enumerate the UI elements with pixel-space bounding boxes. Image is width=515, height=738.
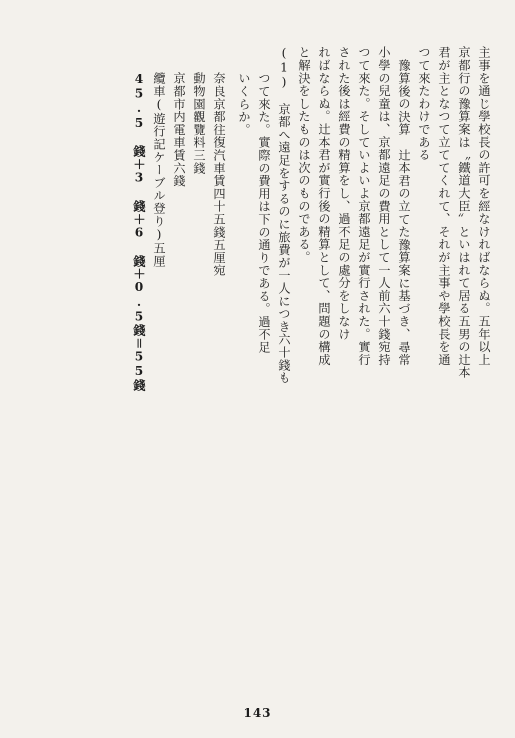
text-column: 纜車(遊行記ケーブル登り)五厘 xyxy=(152,72,166,268)
text-column: 豫算後の決算 辻本君の立てた豫算案に基づき、尋常 xyxy=(397,59,411,367)
text-column: つて來た。實際の費用は下の通りである。過不足 xyxy=(257,72,271,354)
page-number: 143 xyxy=(243,706,272,720)
text-column: 主事を通じ學校長の許可を經なければならぬ。五年以上 xyxy=(477,46,491,366)
text-column: つて來たわけである xyxy=(417,46,431,162)
text-column: 小學の兒童は、京都遠足の費用として一人前六十錢宛持 xyxy=(377,46,391,366)
text-column: いくらか。 xyxy=(237,72,251,136)
text-column: (1) 京都へ遠足をするのに旅費が一人につき六十錢も xyxy=(277,46,291,385)
formula-column: 45.5 錢＋3 錢＋6 錢＋0.5錢＝55錢 xyxy=(132,72,146,392)
text-column: 君が主となつて立ててくれて、それが主事や學校長を通 xyxy=(437,46,451,366)
text-column: ればならぬ。辻本君が實行後の精算として、問題の構成 xyxy=(317,46,331,366)
text-column: 京都行の豫算案は〝鐵道大臣〟といはれて居る五男の辻本 xyxy=(457,46,471,379)
text-column: 動物園觀覽料三錢 xyxy=(192,72,206,175)
text-column: 京都市内電車賃六錢 xyxy=(172,72,186,188)
text-column: と解決をしたものは次のものである。 xyxy=(297,46,311,264)
text-column: つて來た。そしていよいよ京都遠足が實行された。實行 xyxy=(357,46,371,366)
text-column: された後は經費の精算をし、過不足の處分をしなけ xyxy=(337,46,351,341)
text-column: 奈良京都往復汽車賃四十五錢五厘宛 xyxy=(212,72,226,277)
